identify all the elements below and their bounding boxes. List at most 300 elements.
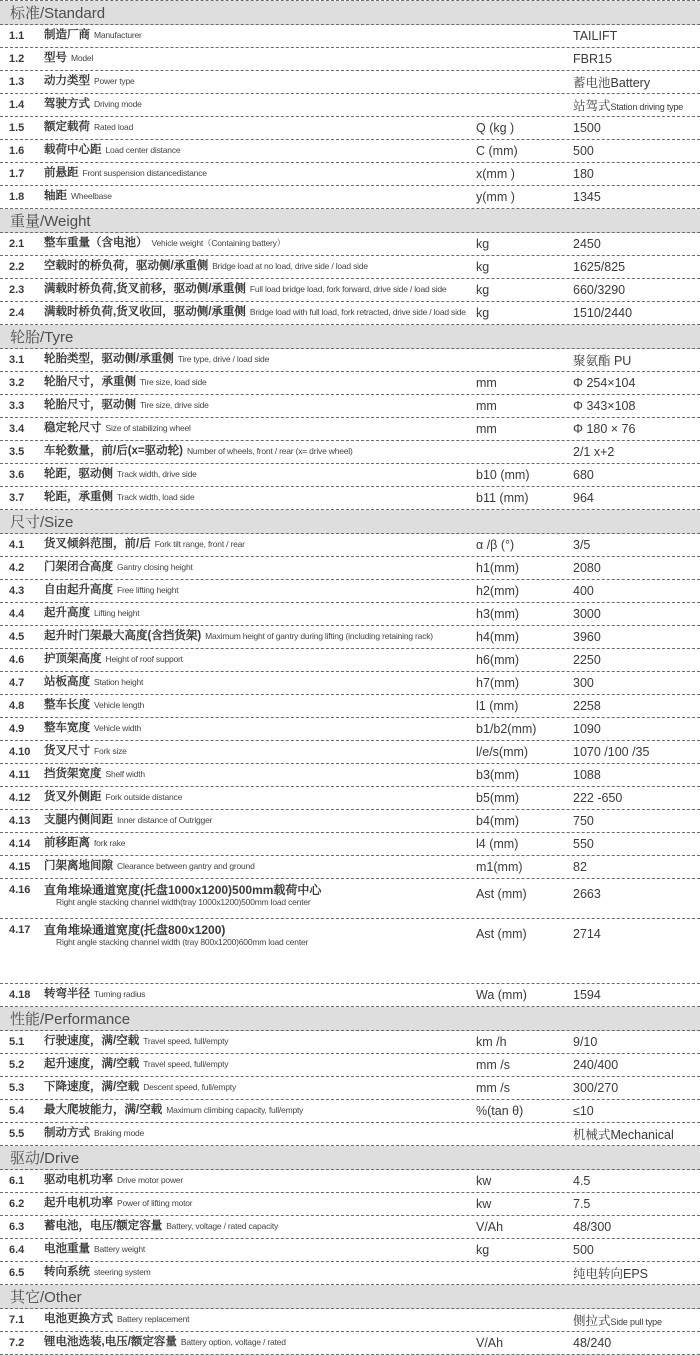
row-value: 1070 /100 /35 xyxy=(573,745,650,759)
row-label-cn: 轮胎类型，驱动侧/承重侧 xyxy=(44,353,174,366)
row-label-cn: 型号 xyxy=(44,52,67,65)
row-number: 4.5 xyxy=(9,631,25,643)
row-label xyxy=(44,653,476,666)
row-label-cn: 轮距，驱动侧 xyxy=(44,468,113,481)
row-label xyxy=(44,884,476,908)
table-row xyxy=(0,741,700,764)
row-value: 48/300 xyxy=(573,1220,612,1234)
table-row xyxy=(0,71,700,94)
row-label xyxy=(44,1104,476,1117)
row-label-en: Size of stabilizing wheel xyxy=(105,423,191,434)
row-label-cn: 动力类型 xyxy=(44,75,90,88)
table-row xyxy=(0,233,700,256)
row-number: 3.5 xyxy=(9,446,25,458)
row-number: 3.2 xyxy=(9,377,25,389)
row-unit: b5(mm) xyxy=(476,791,520,805)
row-label-en: Number of wheels, front / rear (x= drive wheel) xyxy=(186,446,353,457)
table-row xyxy=(0,718,700,741)
row-unit: %(tan θ) xyxy=(476,1104,524,1118)
section-header-1 xyxy=(0,1,700,25)
table-row xyxy=(0,833,700,856)
section-header-5 xyxy=(0,1007,700,1031)
row-label-en: Vehicle length xyxy=(94,700,145,711)
row-label-en: Model xyxy=(71,53,94,64)
row-label-en: Power type xyxy=(94,76,135,87)
section-header-2 xyxy=(0,209,700,233)
row-unit: mm xyxy=(476,422,497,436)
row-label xyxy=(44,988,476,1001)
row-label-cn: 电池重量 xyxy=(44,1243,90,1256)
table-row xyxy=(0,279,700,302)
row-label-en: Maximum climbing capacity, full/empty xyxy=(166,1105,304,1116)
row-value: 82 xyxy=(573,860,587,874)
row-number: 4.14 xyxy=(9,838,31,850)
row-value: 222 -650 xyxy=(573,791,623,805)
row-value: 550 xyxy=(573,837,594,851)
row-value: 聚氨酯 PU xyxy=(573,354,632,368)
row-value: 2080 xyxy=(573,561,601,575)
row-label-en: Travel speed, full/empty xyxy=(143,1036,229,1047)
section-title: 性能/Performance xyxy=(10,1011,131,1028)
row-value: 2/1 x+2 xyxy=(573,445,615,459)
row-number: 1.1 xyxy=(9,30,25,42)
row-label-en: Right angle stacking channel width (tray 800x1200)600mm load center xyxy=(56,936,309,947)
row-unit: α /β (°) xyxy=(476,538,515,552)
row-label xyxy=(44,722,476,735)
section-title: 尺寸/Size xyxy=(10,514,74,531)
row-value: 9/10 xyxy=(573,1035,598,1049)
row-value: FBR15 xyxy=(573,52,612,66)
row-value: 2663 xyxy=(573,887,601,901)
row-number: 5.5 xyxy=(9,1128,25,1140)
table-row xyxy=(0,372,700,395)
section-header-3 xyxy=(0,325,700,349)
row-number: 3.6 xyxy=(9,469,25,481)
table-row xyxy=(0,1239,700,1262)
row-number: 5.1 xyxy=(9,1036,25,1048)
row-label-en: Inner distance of Outrigger xyxy=(117,815,213,826)
row-label-en: Height of roof support xyxy=(105,654,183,665)
section-title: 重量/Weight xyxy=(10,213,91,230)
row-label-cn: 货叉尺寸 xyxy=(44,745,90,758)
row-number: 4.10 xyxy=(9,746,31,758)
row-label-cn: 护顶架高度 xyxy=(44,653,102,666)
row-unit: mm /s xyxy=(476,1081,511,1095)
section-title: 驱动/Drive xyxy=(10,1150,80,1167)
row-label-en: Load center distance xyxy=(105,145,181,156)
row-value: 7.5 xyxy=(573,1197,591,1211)
row-unit: l1 (mm) xyxy=(476,699,519,713)
row-number: 4.9 xyxy=(9,723,25,735)
row-label xyxy=(44,860,476,873)
row-label xyxy=(44,75,476,88)
row-unit: b3(mm) xyxy=(476,768,520,782)
table-row xyxy=(0,649,700,672)
row-label-cn: 整车重量（含电池） xyxy=(44,237,148,250)
row-number: 5.4 xyxy=(9,1105,25,1117)
row-label-cn: 直角堆垛通道宽度(托盘800x1200) xyxy=(44,923,226,937)
table-row xyxy=(0,764,700,787)
row-value: 3000 xyxy=(573,607,601,621)
row-unit: b4(mm) xyxy=(476,814,520,828)
table-row xyxy=(0,1031,700,1054)
row-label-cn: 起升时门架最大高度(含挡货架) xyxy=(44,630,202,643)
section-header-6 xyxy=(0,1146,700,1170)
row-label-cn: 整车长度 xyxy=(44,699,90,712)
row-unit: kg xyxy=(476,237,490,251)
row-label-en: Fork tilt range, front / rear xyxy=(154,539,245,550)
row-label-en: Battery replacement xyxy=(117,1314,190,1325)
row-number: 5.2 xyxy=(9,1059,25,1071)
row-label-en: Track width, drive side xyxy=(117,469,197,480)
row-value-small: Station driving type xyxy=(610,102,684,112)
row-value: 机械式Mechanical xyxy=(573,1128,674,1142)
row-label-en: Braking mode xyxy=(94,1128,145,1139)
row-label xyxy=(44,1266,476,1279)
row-label xyxy=(44,924,476,948)
row-unit: Q (kg ) xyxy=(476,121,515,135)
row-unit: h3(mm) xyxy=(476,607,520,621)
table-row xyxy=(0,186,700,209)
row-label xyxy=(44,745,476,758)
row-unit: h4(mm) xyxy=(476,630,520,644)
row-label-cn: 支腿内侧间距 xyxy=(44,814,113,827)
row-label xyxy=(44,29,476,42)
table-row xyxy=(0,1332,700,1355)
row-label xyxy=(44,422,476,435)
row-value: 纯电转向EPS xyxy=(573,1267,649,1281)
row-label-cn: 满载时桥负荷,货叉前移，驱动侧/承重侧 xyxy=(44,283,246,296)
row-number: 2.4 xyxy=(9,307,25,319)
row-label-cn: 下降速度，满/空载 xyxy=(44,1081,140,1094)
row-label-en: Battery option, voltage / rated xyxy=(180,1337,286,1348)
row-label xyxy=(44,144,476,157)
table-row xyxy=(0,984,700,1007)
row-value: 2250 xyxy=(573,653,601,667)
table-row xyxy=(0,487,700,510)
row-label-en: Travel speed, full/empty xyxy=(143,1059,229,1070)
row-unit: mm xyxy=(476,399,497,413)
row-label-en: Wheelbase xyxy=(71,191,112,202)
row-value: 680 xyxy=(573,468,594,482)
row-unit: y(mm ) xyxy=(476,190,515,204)
row-label-en: Track width, load side xyxy=(117,492,195,503)
row-label-cn: 轮胎尺寸，驱动侧 xyxy=(44,399,136,412)
table-row xyxy=(0,1123,700,1146)
row-number: 4.1 xyxy=(9,539,25,551)
row-label-cn: 转向系统 xyxy=(44,1266,90,1279)
row-number: 1.6 xyxy=(9,145,25,157)
row-value: 240/400 xyxy=(573,1058,619,1072)
row-value: Φ 180 × 76 xyxy=(573,422,636,436)
row-label-cn: 货叉倾斜范围，前/后 xyxy=(44,538,151,551)
row-unit: b10 (mm) xyxy=(476,468,530,482)
row-label xyxy=(44,283,476,296)
table-row xyxy=(0,557,700,580)
row-value: 500 xyxy=(573,1243,594,1257)
row-label-cn: 门架离地间隙 xyxy=(44,860,113,873)
row-value: 站驾式Station driving type xyxy=(573,99,684,113)
row-value: 1088 xyxy=(573,768,601,782)
row-label xyxy=(44,445,476,458)
row-label xyxy=(44,768,476,781)
row-number: 1.5 xyxy=(9,122,25,134)
row-label xyxy=(44,491,476,504)
row-value: 3/5 xyxy=(573,538,591,552)
table-row xyxy=(0,879,700,919)
section-title: 轮胎/Tyre xyxy=(10,329,74,346)
row-number: 1.4 xyxy=(9,99,25,111)
row-value: 300/270 xyxy=(573,1081,619,1095)
table-row xyxy=(0,580,700,603)
row-label xyxy=(44,376,476,389)
row-label-cn: 轴距 xyxy=(44,190,67,203)
row-unit: C (mm) xyxy=(476,144,518,158)
row-number: 4.4 xyxy=(9,608,25,620)
row-label-cn: 稳定轮尺寸 xyxy=(44,422,102,435)
row-label-cn: 直角堆垛通道宽度(托盘1000x1200)500mm载荷中心 xyxy=(44,883,322,897)
row-unit: h2(mm) xyxy=(476,584,520,598)
row-number: 1.3 xyxy=(9,76,25,88)
row-number: 3.1 xyxy=(9,354,25,366)
row-number: 6.5 xyxy=(9,1267,25,1279)
row-value: 2258 xyxy=(573,699,601,713)
row-number: 4.15 xyxy=(9,861,31,873)
row-unit: kg xyxy=(476,1243,490,1257)
row-label-cn: 站板高度 xyxy=(44,676,90,689)
row-label-cn: 挡货架宽度 xyxy=(44,768,102,781)
row-label-en: Bridge load with full load, fork retracted, drive side / load side xyxy=(249,307,466,318)
row-value: 1594 xyxy=(573,988,601,1002)
row-label xyxy=(44,1336,476,1349)
row-unit: h7(mm) xyxy=(476,676,520,690)
row-label xyxy=(44,1174,476,1187)
row-label-cn: 前移距离 xyxy=(44,837,90,850)
row-label xyxy=(44,190,476,203)
table-row xyxy=(0,1170,700,1193)
row-value: 2450 xyxy=(573,237,601,251)
row-value: 400 xyxy=(573,584,594,598)
table-row xyxy=(0,1100,700,1123)
row-unit: x(mm ) xyxy=(476,167,515,181)
row-label-en: Fork outside distance xyxy=(105,792,183,803)
row-label xyxy=(44,837,476,850)
section-title: 标准/Standard xyxy=(10,5,106,22)
row-number: 4.17 xyxy=(9,924,31,936)
row-number: 4.11 xyxy=(9,769,30,781)
row-number: 6.4 xyxy=(9,1244,25,1256)
table-row xyxy=(0,672,700,695)
row-number: 3.3 xyxy=(9,400,25,412)
row-value: 964 xyxy=(573,491,594,505)
table-row xyxy=(0,810,700,833)
row-label-cn: 轮胎尺寸，承重侧 xyxy=(44,376,136,389)
row-label xyxy=(44,1197,476,1210)
row-unit: kw xyxy=(476,1174,492,1188)
row-label-en: steering system xyxy=(94,1267,151,1278)
row-unit: mm xyxy=(476,376,497,390)
row-label xyxy=(44,630,476,643)
row-number: 7.2 xyxy=(9,1337,25,1349)
row-label xyxy=(44,1243,476,1256)
row-label-en: Shelf width xyxy=(105,769,145,780)
row-value: 1345 xyxy=(573,190,601,204)
row-label-en: Front suspension distancedistance xyxy=(82,168,207,179)
row-label xyxy=(44,353,476,366)
row-label-en: Driving mode xyxy=(94,99,142,110)
row-number: 4.8 xyxy=(9,700,25,712)
row-label-cn: 制动方式 xyxy=(44,1127,90,1140)
table-row xyxy=(0,395,700,418)
section-header-4 xyxy=(0,510,700,534)
row-label-en: Tire size, load side xyxy=(140,377,207,388)
row-value: 1500 xyxy=(573,121,601,135)
table-row xyxy=(0,1309,700,1332)
row-number: 2.1 xyxy=(9,238,25,250)
row-number: 1.2 xyxy=(9,53,25,65)
row-label xyxy=(44,1127,476,1140)
table-row xyxy=(0,1262,700,1285)
row-label xyxy=(44,561,476,574)
table-row xyxy=(0,787,700,810)
row-label-en: Maximum height of gantry during lifting (including retaining rack) xyxy=(205,631,433,642)
row-label-cn: 制造厂商 xyxy=(44,29,90,42)
row-label-en: Vehicle weight（Containing battery） xyxy=(151,238,286,249)
table-row xyxy=(0,94,700,117)
row-label-cn: 轮距，承重侧 xyxy=(44,491,113,504)
row-label xyxy=(44,1058,476,1071)
row-unit: kg xyxy=(476,306,490,320)
row-number: 6.1 xyxy=(9,1175,25,1187)
row-number: 4.3 xyxy=(9,585,25,597)
row-unit: b11 (mm) xyxy=(476,491,529,505)
row-label-en: Power of lifting motor xyxy=(117,1198,193,1209)
row-label xyxy=(44,1035,476,1048)
row-label xyxy=(44,584,476,597)
table-row xyxy=(0,441,700,464)
row-label xyxy=(44,468,476,481)
row-unit: V/Ah xyxy=(476,1336,504,1350)
row-value: 660/3290 xyxy=(573,283,626,297)
row-label-en: Manufacturer xyxy=(94,30,142,41)
row-number: 4.13 xyxy=(9,815,31,827)
row-label-en: Tire type, drive / load side xyxy=(177,354,270,365)
row-label-cn: 最大爬坡能力，满/空载 xyxy=(44,1104,163,1117)
row-label-en: Full load bridge load, fork forward, drive side / load side xyxy=(249,284,447,295)
row-label-cn: 货叉外侧距 xyxy=(44,791,102,804)
row-label xyxy=(44,306,476,319)
table-row xyxy=(0,302,700,325)
row-unit: Ast (mm) xyxy=(476,927,527,941)
row-label xyxy=(44,814,476,827)
row-value: 180 xyxy=(573,167,594,181)
row-value: 300 xyxy=(573,676,594,690)
row-number: 2.2 xyxy=(9,261,25,273)
row-unit: m1(mm) xyxy=(476,860,523,874)
row-number: 5.3 xyxy=(9,1082,25,1094)
row-label-cn: 起升高度 xyxy=(44,607,90,620)
row-unit: V/Ah xyxy=(476,1220,504,1234)
row-value: 750 xyxy=(573,814,594,828)
row-value: Φ 254×104 xyxy=(573,376,636,390)
row-unit: Wa (mm) xyxy=(476,988,527,1002)
table-row xyxy=(0,256,700,279)
row-unit: h6(mm) xyxy=(476,653,520,667)
table-row xyxy=(0,25,700,48)
row-unit: Ast (mm) xyxy=(476,887,527,901)
row-label-en: Right angle stacking channel width(tray 1000x1200)500mm load center xyxy=(56,896,311,907)
row-label xyxy=(44,1220,476,1233)
row-value: 1625/825 xyxy=(573,260,626,274)
row-label-cn: 前悬距 xyxy=(44,167,79,180)
row-label-cn: 满载时桥负荷,货叉收回，驱动侧/承重侧 xyxy=(44,306,246,319)
table-row xyxy=(0,418,700,441)
row-label-cn: 起升速度，满/空载 xyxy=(44,1058,140,1071)
row-label-en: Station height xyxy=(94,677,144,688)
row-number: 2.3 xyxy=(9,284,25,296)
row-label-cn: 空载时的桥负荷，驱动侧/承重侧 xyxy=(44,260,209,273)
row-number: 6.2 xyxy=(9,1198,25,1210)
row-label-en: Lifting height xyxy=(94,608,140,619)
row-label xyxy=(44,699,476,712)
row-label-en: Rated load xyxy=(94,122,134,133)
row-number: 4.16 xyxy=(9,884,31,896)
row-unit: l/e/s(mm) xyxy=(476,745,529,759)
table-row xyxy=(0,603,700,626)
row-unit: km /h xyxy=(476,1035,507,1049)
row-value: 侧拉式Side pull type xyxy=(573,1314,662,1328)
table-row xyxy=(0,1054,700,1077)
row-label xyxy=(44,260,476,273)
row-unit: l4 (mm) xyxy=(476,837,519,851)
row-label-en: Drive motor power xyxy=(117,1175,184,1186)
row-label-en: Fork size xyxy=(94,746,127,757)
row-label xyxy=(44,399,476,412)
row-label-cn: 蓄电池，电压/额定容量 xyxy=(44,1220,163,1233)
row-label-cn: 驱动电机功率 xyxy=(44,1174,113,1187)
table-row xyxy=(0,1216,700,1239)
table-row xyxy=(0,534,700,557)
row-value: 3960 xyxy=(573,630,601,644)
row-label-en: Descent speed, full/empty xyxy=(143,1082,237,1093)
row-label xyxy=(44,1081,476,1094)
table-row xyxy=(0,163,700,186)
row-label xyxy=(44,791,476,804)
row-label xyxy=(44,1313,476,1326)
row-unit: kg xyxy=(476,260,490,274)
row-label-en: Tire size, drive side xyxy=(140,400,209,411)
row-number: 1.8 xyxy=(9,191,25,203)
row-number: 3.7 xyxy=(9,492,25,504)
row-label-en: Gantry closing height xyxy=(117,562,193,573)
row-label xyxy=(44,121,476,134)
row-label xyxy=(44,52,476,65)
row-label-cn: 车轮数量，前/后(x=驱动轮) xyxy=(44,445,183,458)
row-label-en: fork rake xyxy=(94,838,126,849)
row-label xyxy=(44,676,476,689)
table-row xyxy=(0,695,700,718)
row-number: 4.18 xyxy=(9,989,31,1001)
row-unit: mm /s xyxy=(476,1058,511,1072)
row-label xyxy=(44,237,476,250)
table-row xyxy=(0,856,700,879)
row-value: 1510/2440 xyxy=(573,306,633,320)
row-label xyxy=(44,538,476,551)
row-unit: kg xyxy=(476,283,490,297)
row-unit: h1(mm) xyxy=(476,561,520,575)
section-header-7 xyxy=(0,1285,700,1309)
row-number: 4.2 xyxy=(9,562,25,574)
